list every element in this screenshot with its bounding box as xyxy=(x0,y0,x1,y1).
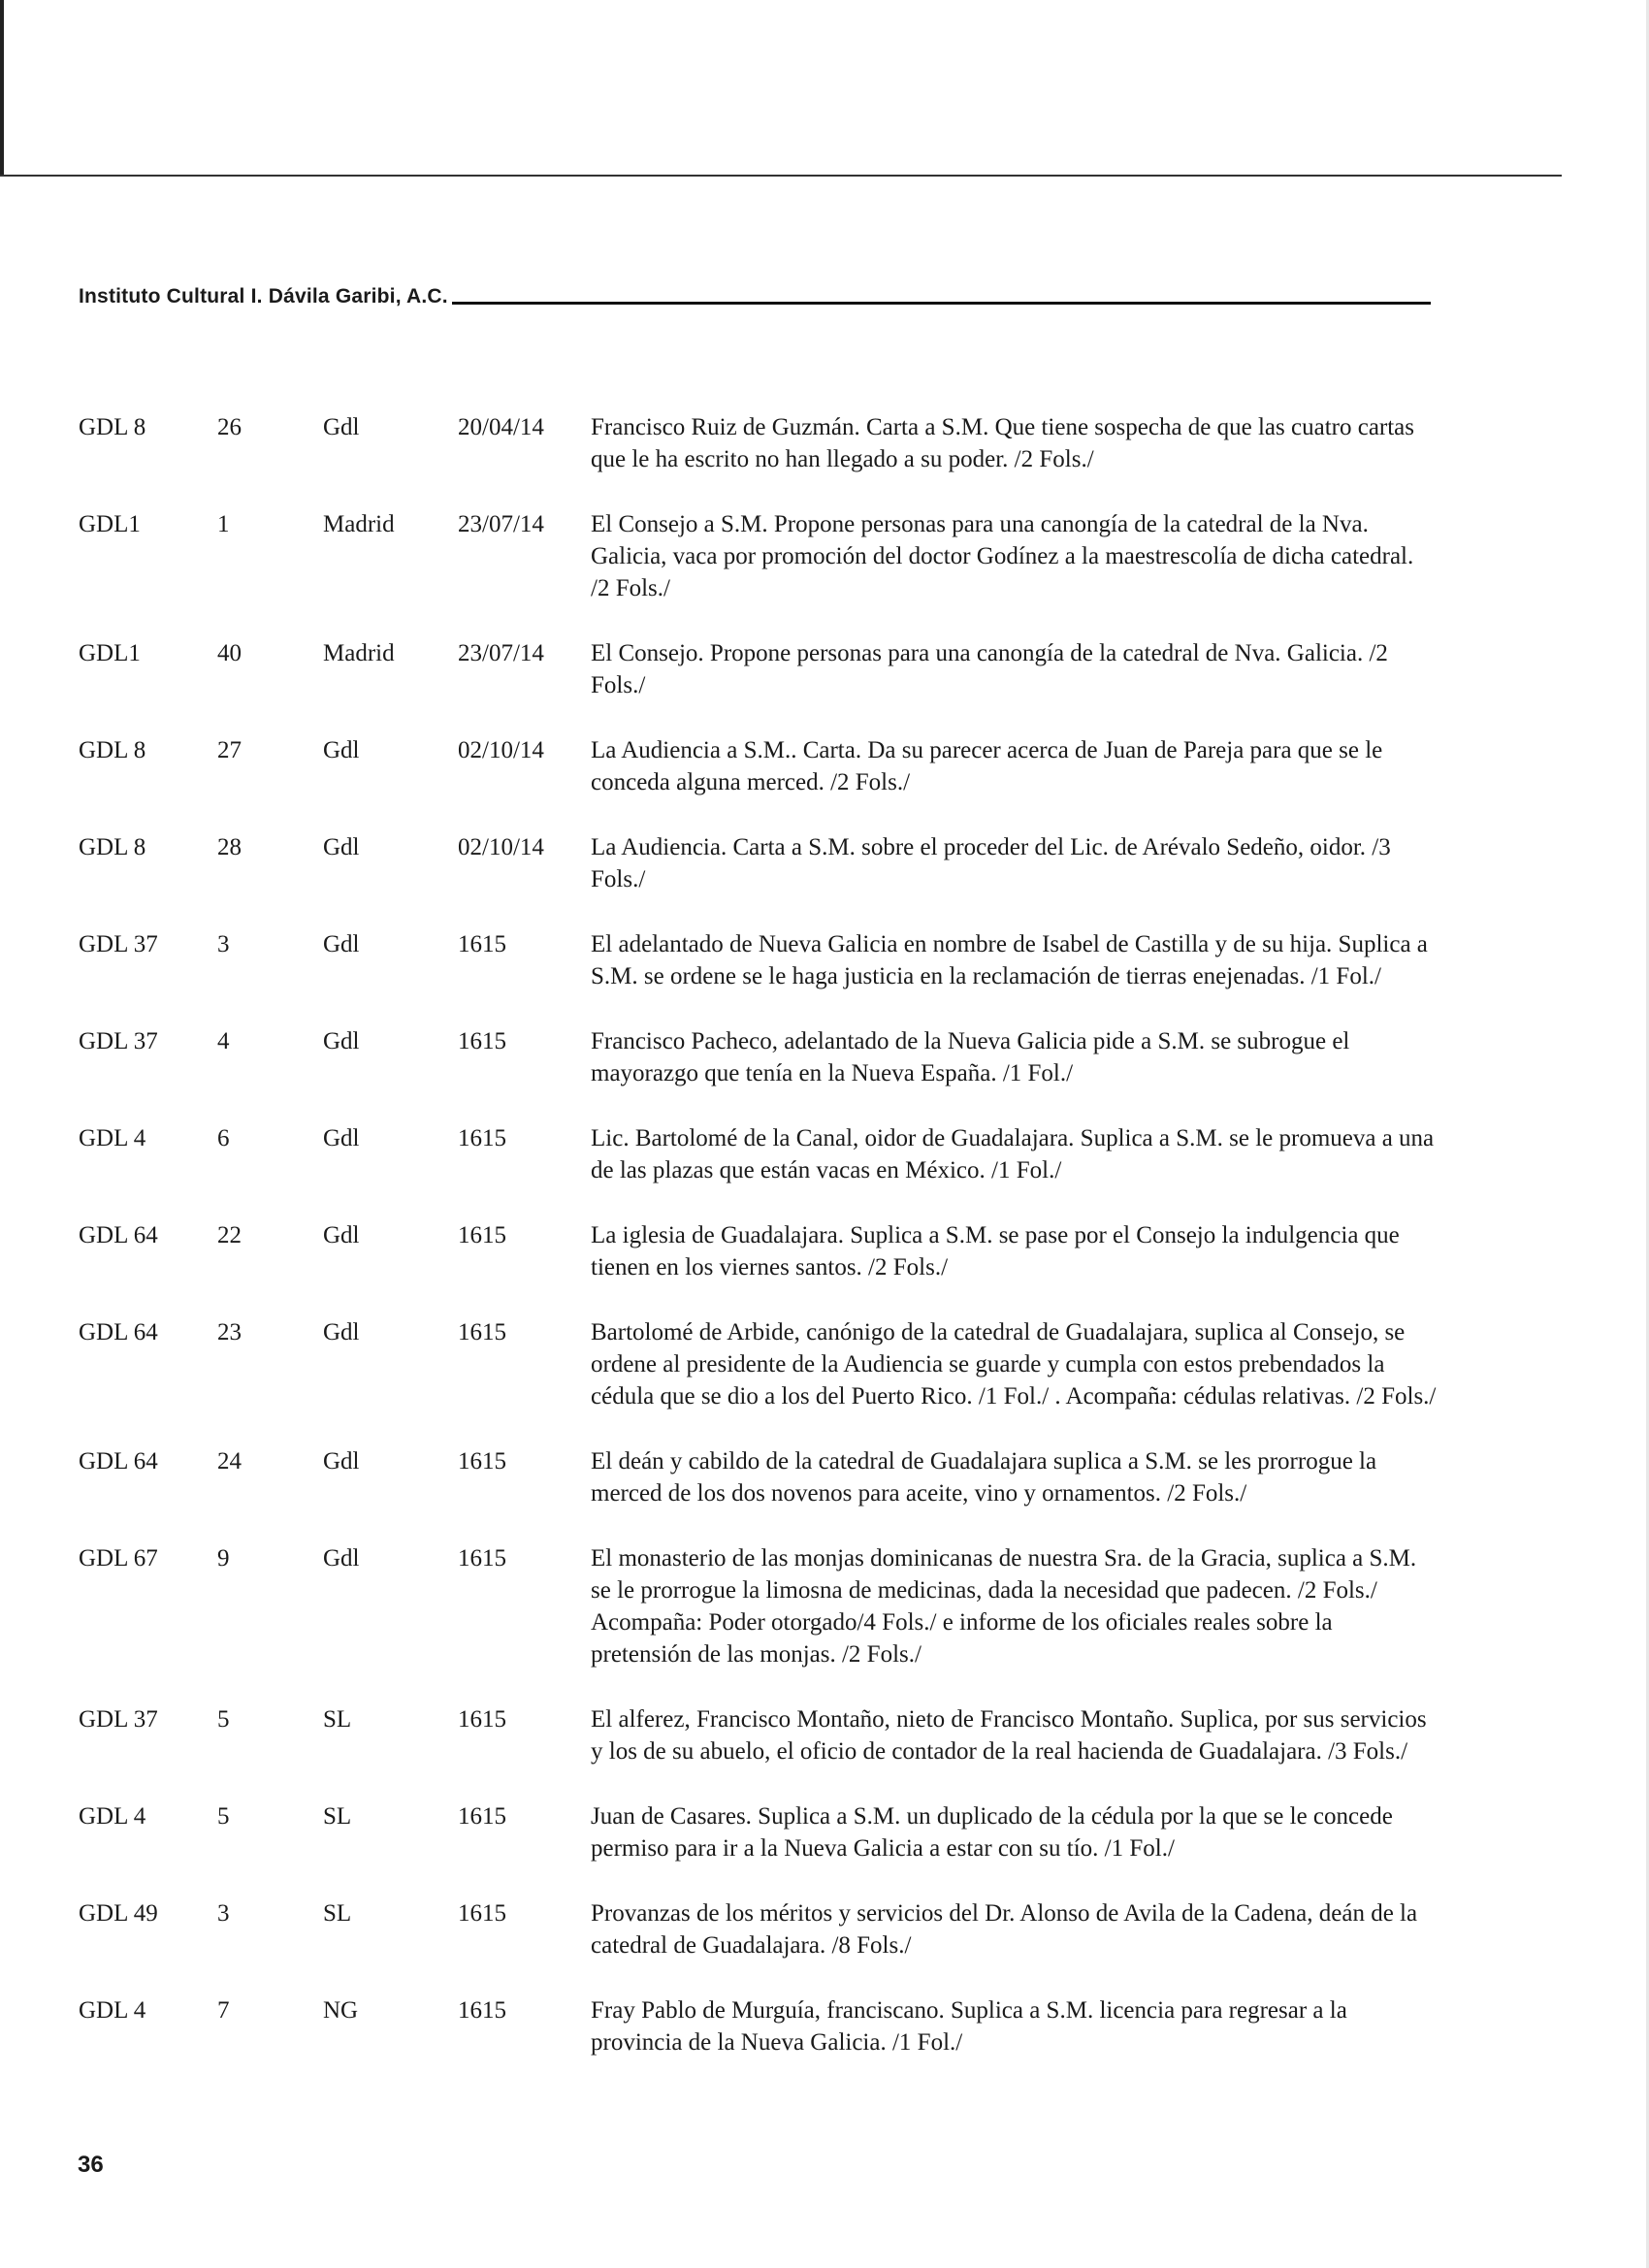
entry-description: El deán y cabildo de la catedral de Guadalajara suplica a S.M. se les prorrogue la merced de los dos novenos para aceite, vino y ornamentos. /2 Fols./ xyxy=(591,1448,1377,1507)
catalog-entry xyxy=(79,1800,1437,1864)
entry-date: 02/10/14 xyxy=(458,737,544,763)
entry-number: 1 xyxy=(217,511,230,537)
entry-legajo: GDL 37 xyxy=(79,1028,158,1054)
catalog-entry xyxy=(79,1994,1437,2058)
entry-place: Gdl xyxy=(323,1028,360,1054)
entry-description: El monasterio de las monjas dominicanas de nuestra Sra. de la Gracia, suplica a S.M. se le prorrogue la limosna de medicinas, dada la necesidad que padecen. /2 Fols./ Acompaña: Poder otorgado/4 Fols./ e informe de los oficiales reales sobre la pretensión de las monjas. /2 Fols./ xyxy=(591,1545,1417,1668)
entry-legajo: GDL 37 xyxy=(79,1706,158,1733)
entry-description: El Consejo a S.M. Propone personas para una canongía de la catedral de la Nva. Galicia, vaca por promoción del doctor Godínez a la maestrescolía de dicha catedral. /2 Fols./ xyxy=(591,511,1414,601)
catalog-entry xyxy=(79,1542,1437,1670)
entry-date: 1615 xyxy=(458,1222,506,1248)
entry-legajo: GDL 64 xyxy=(79,1448,158,1474)
entry-place: Madrid xyxy=(323,640,395,666)
entry-date: 23/07/14 xyxy=(458,640,544,666)
entry-description: Francisco Pacheco, adelantado de la Nueva Galicia pide a S.M. se subrogue el mayorazgo que tenía en la Nueva España. /1 Fol./ xyxy=(591,1028,1350,1086)
entry-place: Gdl xyxy=(323,834,360,860)
entry-description: La Audiencia a S.M.. Carta. Da su parecer acerca de Juan de Pareja para que se le conceda alguna merced. /2 Fols./ xyxy=(591,737,1383,795)
entry-number: 9 xyxy=(217,1545,230,1571)
catalog-entry xyxy=(79,928,1437,992)
entry-date: 23/07/14 xyxy=(458,511,544,537)
entry-legajo: GDL 64 xyxy=(79,1222,158,1248)
entry-description: La Audiencia. Carta a S.M. sobre el proceder del Lic. de Arévalo Sedeño, oidor. /3 Fols./ xyxy=(591,834,1391,892)
catalog-entry xyxy=(79,637,1437,701)
catalog-entry xyxy=(79,1897,1437,1961)
page-number: 36 xyxy=(78,2152,104,2178)
entry-description: Fray Pablo de Murguía, franciscano. Suplica a S.M. licencia para regresar a la provincia de la Nueva Galicia. /1 Fol./ xyxy=(591,1997,1347,2056)
catalog-entry xyxy=(79,734,1437,798)
entry-date: 02/10/14 xyxy=(458,834,544,860)
entry-legajo: GDL1 xyxy=(79,640,141,666)
entry-number: 22 xyxy=(217,1222,242,1248)
entry-description: Lic. Bartolomé de la Canal, oidor de Guadalajara. Suplica a S.M. se le promueva a una de las plazas que están vacas en México. /1 Fol./ xyxy=(591,1125,1435,1183)
scan-top-rule xyxy=(0,175,1562,177)
catalog-entry xyxy=(79,1122,1437,1186)
entry-place: Gdl xyxy=(323,737,360,763)
entry-place: Gdl xyxy=(323,1319,360,1345)
entry-legajo: GDL 4 xyxy=(79,1997,146,2024)
entry-number: 28 xyxy=(217,834,242,860)
entry-date: 1615 xyxy=(458,1900,506,1927)
entry-date: 20/04/14 xyxy=(458,414,544,440)
entry-date: 1615 xyxy=(458,1997,506,2024)
entry-place: Gdl xyxy=(323,931,360,957)
entry-place: Gdl xyxy=(323,1125,360,1151)
header-title: Instituto Cultural I. Dávila Garibi, A.C. xyxy=(79,285,448,308)
catalog-entry xyxy=(79,1316,1437,1412)
entry-number: 7 xyxy=(217,1997,230,2024)
entry-place: Madrid xyxy=(323,511,395,537)
catalog-entry xyxy=(79,1445,1437,1509)
entry-legajo: GDL 4 xyxy=(79,1125,146,1151)
running-header xyxy=(79,285,1431,308)
entry-date: 1615 xyxy=(458,1706,506,1733)
entry-place: SL xyxy=(323,1706,352,1733)
entry-place: NG xyxy=(323,1997,359,2024)
entry-number: 5 xyxy=(217,1706,230,1733)
entry-legajo: GDL 8 xyxy=(79,414,146,440)
entry-legajo: GDL 8 xyxy=(79,737,146,763)
entry-number: 23 xyxy=(217,1319,242,1345)
entry-description: El adelantado de Nueva Galicia en nombre de Isabel de Castilla y de su hija. Suplica a S.M. se ordene se le haga justicia en la reclamación de tierras enejenadas. /1 Fol./ xyxy=(591,931,1428,989)
entry-number: 4 xyxy=(217,1028,230,1054)
entry-date: 1615 xyxy=(458,1545,506,1571)
entry-place: Gdl xyxy=(323,1222,360,1248)
entry-legajo: GDL 67 xyxy=(79,1545,158,1571)
entry-number: 6 xyxy=(217,1125,230,1151)
catalog-entries xyxy=(79,411,1437,2091)
catalog-entry xyxy=(79,1703,1437,1767)
entry-place: SL xyxy=(323,1803,352,1830)
entry-number: 3 xyxy=(217,1900,230,1927)
entry-number: 24 xyxy=(217,1448,242,1474)
entry-date: 1615 xyxy=(458,1448,506,1474)
entry-place: Gdl xyxy=(323,1448,360,1474)
catalog-entry xyxy=(79,1025,1437,1089)
entry-legajo: GDL 49 xyxy=(79,1900,158,1927)
entry-number: 5 xyxy=(217,1803,230,1830)
catalog-entry xyxy=(79,508,1437,604)
entry-description: El alferez, Francisco Montaño, nieto de Francisco Montaño. Suplica, por sus servicios y los de su abuelo, el oficio de contador de la real hacienda de Guadalajara. /3 Fols./ xyxy=(591,1706,1427,1765)
entry-legajo: GDL 4 xyxy=(79,1803,146,1830)
entry-description: La iglesia de Guadalajara. Suplica a S.M. se pase por el Consejo la indulgencia que tienen en los viernes santos. /2 Fols./ xyxy=(591,1222,1400,1280)
entry-place: SL xyxy=(323,1900,352,1927)
entry-date: 1615 xyxy=(458,931,506,957)
catalog-entry xyxy=(79,1219,1437,1283)
entry-place: Gdl xyxy=(323,414,360,440)
entry-place: Gdl xyxy=(323,1545,360,1571)
entry-legajo: GDL 37 xyxy=(79,931,158,957)
entry-description: Provanzas de los méritos y servicios del Dr. Alonso de Avila de la Cadena, deán de la catedral de Guadalajara. /8 Fols./ xyxy=(591,1900,1418,1959)
entry-number: 3 xyxy=(217,931,230,957)
entry-description: Francisco Ruiz de Guzmán. Carta a S.M. Que tiene sospecha de que las cuatro cartas que le ha escrito no han llegado a su poder. /2 Fols./ xyxy=(591,414,1415,472)
scan-edge-mark xyxy=(0,0,4,177)
catalog-entry xyxy=(79,411,1437,475)
entry-legajo: GDL 64 xyxy=(79,1319,158,1345)
entry-description: Bartolomé de Arbide, canónigo de la catedral de Guadalajara, suplica al Consejo, se ordene al presidente de la Audiencia se guarde y cumpla con estos prebendados la cédula que se dio a los del Puerto Rico. /1 Fol./ . Acompaña: cédulas relativas. /2 Fols./ xyxy=(591,1319,1437,1409)
entry-date: 1615 xyxy=(458,1803,506,1830)
entry-description: Juan de Casares. Suplica a S.M. un duplicado de la cédula por la que se le concede permiso para ir a la Nueva Galicia a estar con su tío. /1 Fol./ xyxy=(591,1803,1393,1862)
entry-number: 26 xyxy=(217,414,242,440)
entry-date: 1615 xyxy=(458,1319,506,1345)
entry-number: 27 xyxy=(217,737,242,763)
entry-date: 1615 xyxy=(458,1028,506,1054)
entry-date: 1615 xyxy=(458,1125,506,1151)
entry-number: 40 xyxy=(217,640,242,666)
entry-legajo: GDL1 xyxy=(79,511,141,537)
catalog-entry xyxy=(79,831,1437,895)
entry-description: El Consejo. Propone personas para una canongía de la catedral de Nva. Galicia. /2 Fols./ xyxy=(591,640,1388,698)
header-rule xyxy=(452,302,1431,305)
entry-legajo: GDL 8 xyxy=(79,834,146,860)
